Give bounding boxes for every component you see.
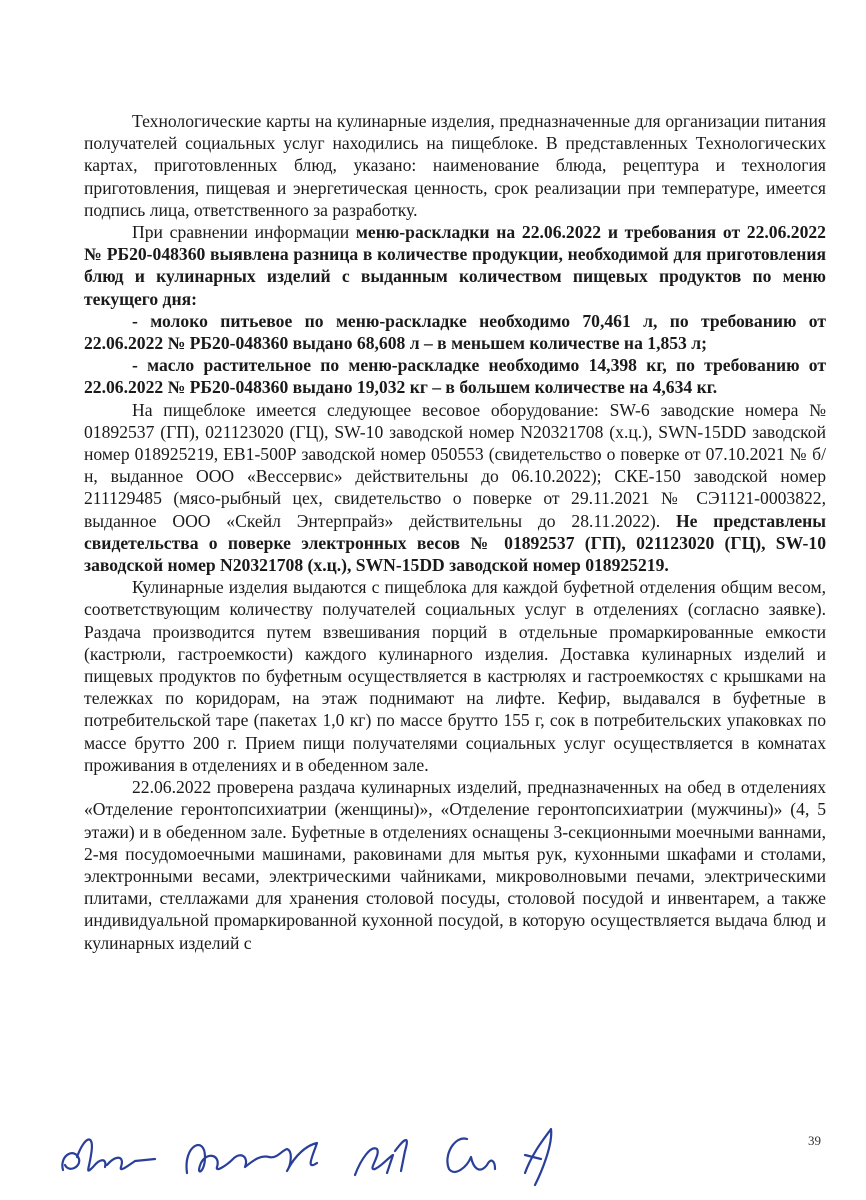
comparison-lead: При сравнении информации [132,222,356,243]
page-number: 39 [808,1133,821,1148]
scales-bold: Не представлены свидетельства о поверке электронных весов № 01892537 (ГП), 021123020 (ГЦ), SW-10 заводской номер N20321708 (х.ц.), SWN-15DD заводской номер 018925219. [84,510,826,576]
handwritten-signatures [55,1115,615,1190]
paragraph-oil: - масло растительное по меню-раскладке необходимо 14,398 кг, по требованию от 22.06.2022 № РБ20-048360 выдано 19,032 кг – в большем количестве на 4,634 кг. [84,355,826,398]
paragraph-delivery: Кулинарные изделия выдаются с пищеблока для каждой буфетной отделения общим весом, соответствующим количеству получателей социальных услуг в отделениях (согласно заявке). Раздача производится путем взвешивания порций в отдельные промаркированные емкости (кастрюли, гастроемкости) каждого кулинарного изделия. Доставка кулинарных изделий и пищевых продуктов по буфетным осуществляется в кастрюлях и гастроемкостях с крышками на тележках по коридорам, на этаж поднимают на лифте. Кефир, выдавался в буфетные в потребительской таре (пакетах 1,0 кг) по массе брутто 155 г, сок в потребительских упаковках по массе брутто 200 г. Прием пищи получателями социальных услуг осуществляется в комнатах проживания в отделениях и в обеденном зале. [84,577,826,775]
paragraph-milk: - молоко питьевое по меню-раскладке необходимо 70,461 л, по требованию от 22.06.2022 № РБ20-048360 выдано 68,608 л – в меньшем количестве на 1,853 л; [84,310,826,354]
scales-text: На пищеблоке имеется следующее весовое оборудование: SW-6 заводские номера № 01892537 (ГП), 021123020 (ГЦ), SW-10 заводской номер N20321708 (х.ц.), SWN-15DD заводской номер 018925219, ЕВ1-500Р заводской номер 050553 (свидетельство о поверке от 07.10.2021 № б/н, выданное ООО «Вессервис» действительны до 06.10.2022); СКЕ-150 заводской номер 211129485 (мясо-рыбный цех, свидетельство о поверке от 29.11.2021 № СЭ1121-0003822, выданное ООО «Скейл Энтерпрайз» действительны до 28.11.2022). [84,399,826,531]
paragraph-scales [84,399,826,577]
paragraph-inspection: 22.06.2022 проверена раздача кулинарных изделий, предназначенных на обед в отделениях «Отделение геронтопсихиатрии (женщины)», «Отделение геронтопсихиатрии (мужчины)» (4, 5 этажи) и в обеденном зале. Буфетные в отделениях оснащены 3-секционными моечными ваннами, 2-мя посудомоечными машинами, раковинами для мытья рук, кухонными шкафами и столами, электронными весами, электрическими чайниками, микроволновыми печами, электрическими плитами, стеллажами для хранения столовой посуды, столовой посудой и инвентарем, а также индивидуальной промаркированной кухонной посудой, в которую осуществляется выдача блюд и кулинарных изделий с [84,777,826,953]
paragraph-tech-cards: Технологические карты на кулинарные изделия, предназначенные для организации питания получателей социальных услуг находились на пищеблоке. В представленных Технологических картах, приготовленных блюд, указано: наименование блюда, рецептура и технология приготовления, пищевая и энергетическая ценность, срок реализации при температуре, имеется подпись лица, ответственного за разработку. [84,111,826,220]
document-body [84,110,826,954]
paragraph-comparison [84,221,826,310]
comparison-bold: меню-раскладки на 22.06.2022 и требования от 22.06.2022 № РБ20-048360 выявлена разница в количестве продукции, необходимой для приготовления блюд и кулинарных изделий с выданным количеством пищевых продуктов по меню текущего дня: [84,222,826,309]
